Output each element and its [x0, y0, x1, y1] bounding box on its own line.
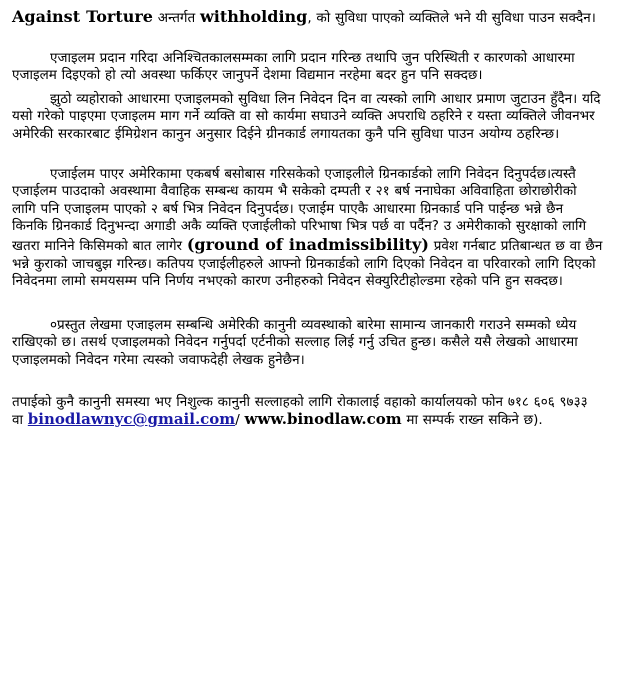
paragraph-contact — [12, 394, 603, 430]
term-against-torture: Against Torture — [12, 7, 153, 26]
paragraph-disclaimer — [12, 317, 603, 370]
text-segment: मा सम्पर्क राख्न सकिने छ). — [401, 412, 543, 429]
text-segment: प्रवेश गर्नबाट प्रतिबान्धत छ वा छैन भन्ने कुराको जाचबुझ गरिन्छ। कतिपय एजाईलीहरुले आफ्नो ग्रिनकार्डको लागि दिएको निवेदन वा परिवारको लागि दिएको निवेदनमा लामो समयसम्म पनि निर्णय नभएको कारण उनीहरुको निवेदन सेक्युरिटीहोल्डमा रहेको पनि हुन सक्दछ। — [12, 237, 603, 290]
paragraph-withholding — [12, 8, 603, 28]
slash: / — [235, 412, 240, 429]
text-segment: अन्तर्गत — [152, 10, 200, 26]
paragraph-text: झुठो व्यहोराको आधारमा एजाइलमको सुविधा लिन निवेदन दिन वा त्यस्को लागि आधार प्रमाण जुटाउन हुँदैन। यदि यसो गरेको पाइएमा एजाइलम माग गर्ने व्यक्ति वा सो कार्यमा सघाउने व्यक्ति अपराधि ठहरिने र यस्ता व्यक्तिले जीवनभर अमेरिकी सरकारबाट ईमिग्रेशन कानुन अनुसार दिईने ग्रीनकार्ड लगायतका कुनै पनि सुविधा पाउन अयोग्य ठहरिन्छ। — [12, 90, 601, 142]
term-withholding: withholding — [200, 7, 308, 26]
website-link[interactable]: www.binodlaw.com — [244, 410, 402, 429]
paragraph-asylum-grant — [12, 50, 603, 85]
paragraph-false-claims — [12, 91, 603, 144]
paragraph-green-card — [12, 166, 603, 291]
term-ground-of-inadmissibility: (ground of inadmissibility) — [186, 234, 429, 254]
paragraph-text: ०प्रस्तुत लेखमा एजाइलम सम्बन्धि अमेरिकी कानुनी व्यवस्थाको बारेमा सामान्य जानकारी गराउने सम्मको ध्येय राखिएको छ। तसर्थ एजाइलमको निवेदन गर्नुपर्दा एर्टनीको सल्लाह लिई गर्नु उचित हुन्छ। कसैले यसै लेखको आधारमा एजाइलमको निवेदन गरेमा त्यस्को जवाफदेही लेखक हुनेछैन। — [12, 316, 578, 368]
email-link[interactable]: binodlawnyc@gmail.com — [27, 410, 236, 429]
paragraph-text: एजाइलम प्रदान गरिदा अनिश्चितकालसम्मका लागि प्रदान गरिन्छ तथापि जुन परिस्थिती र कारणको आधारमा एजाइलम दिइएको हो त्यो अवस्था फर्किएर जानुपर्ने देशमा विद्यमान नरहेमा बदर हुन पनि सक्दछ। — [12, 49, 575, 84]
text-segment: तपाईको कुनै कानुनी समस्या भए निशुल्क कानुनी सल्लाहको लागि रोकालाई वहाको कार्यालयको फोन ७१८ ६०६ ९७३३ वा — [12, 393, 588, 429]
text-segment: , को सुविधा पाएको व्यक्तिले भने यी सुविधा पाउन सक्दैन। — [307, 10, 596, 26]
text-segment: एजाईलम पाएर अमेरिकामा एकबर्ष बसोबास गरिसकेको एजाइलीले ग्रिनकार्डको लागि निवेदन दिनुपर्दछ।त्यस्तै एजाईलम पाउदाको अवस्थामा वैवाहिक सम्बन्ध कायम भै सकेको दम्पती र २१ बर्ष ननाघेका अविवाहिता छोराछोरीको लागि पनि एजाइलम पाएको २ बर्ष भित्र निवेदन दिनुपर्दछ। एजाईम पाएकै आधारमा ग्रिनकार्ड पनि पाईन्छ भन्ने छैन किनकि ग्रिनकार्ड दिनुभन्दा अगाडी अकै व्यक्ति एजाईलीको परिभाषा भित्र पर्छ वा पर्दैन? उ अमेरीकाको सुरक्षाको लागि खतरा मानिने किसिमको बात लागेर — [12, 165, 587, 254]
